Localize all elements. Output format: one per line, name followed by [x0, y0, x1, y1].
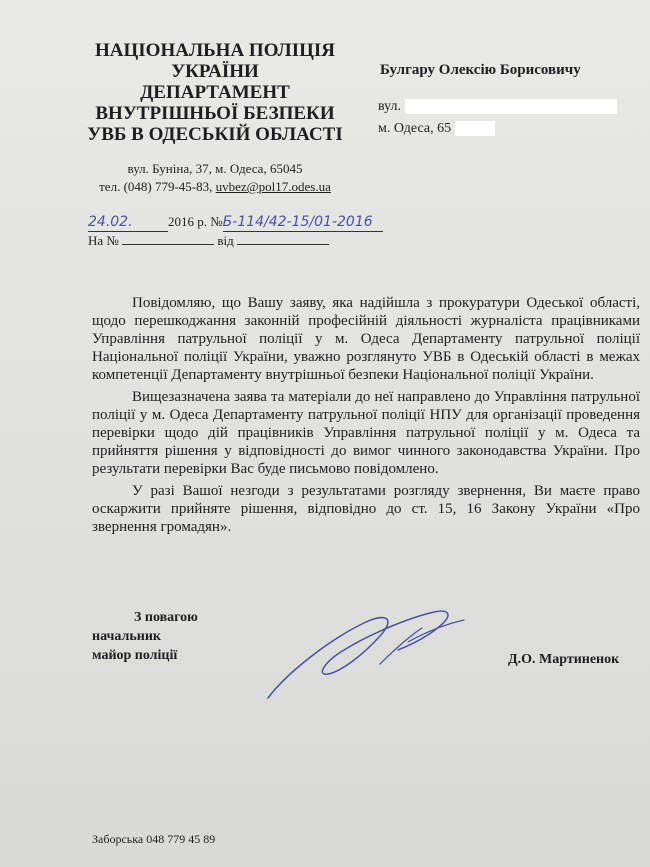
recipient-street-prefix: вул. — [378, 99, 402, 114]
org-line: НАЦІОНАЛЬНА ПОЛІЦІЯ — [95, 40, 335, 61]
handwritten-signature-icon — [258, 602, 474, 704]
executor-footer: Заборська 048 779 45 89 — [92, 832, 216, 846]
body-paragraph: Повідомляю, що Вашу заяву, яка надійшла з прокуратури Одеської області, щодо перешкоджання законній професійній діяльності журналіста працівниками Управління патрульної поліції у м. Одеса Департаменту патрульної поліції Національної поліції України, уважно розглянуто УВБ в Одеській області в межах компетенції Департаменту внутрішньої безпеки Національної поліції України. — [92, 295, 640, 383]
outgoing-reference — [88, 213, 383, 250]
org-phone-email — [80, 178, 350, 196]
letter-body — [92, 294, 640, 540]
reply-to-label: На № — [88, 233, 119, 248]
closing-line: майор поліції — [92, 648, 178, 663]
handwritten-number: Б-114/42-15/01-2016 — [223, 213, 383, 232]
reply-from-label: від — [217, 233, 234, 248]
reply-reference-line — [88, 232, 383, 250]
recipient-city: м. Одеса, 65 — [378, 121, 452, 136]
recipient-name: Булгару Олексію Борисовичу — [380, 62, 581, 78]
outgoing-number-line — [88, 213, 383, 232]
handwritten-date: 24.02. — [88, 213, 168, 232]
org-line: ВНУТРІШНЬОЇ БЕЗПЕКИ — [95, 103, 335, 124]
reply-date-blank — [237, 244, 329, 245]
recipient-city-line — [378, 120, 495, 138]
org-contacts — [80, 160, 350, 196]
org-line: УВБ В ОДЕСЬКІЙ ОБЛАСТІ — [87, 124, 343, 145]
signer-name: Д.О. Мартиненок — [508, 652, 620, 667]
closing-line: З повагою — [134, 610, 198, 625]
organization-header — [70, 40, 360, 145]
org-address: вул. Буніна, 37, м. Одеса, 65045 — [127, 161, 303, 176]
recipient-street-line — [378, 98, 617, 116]
reply-number-blank — [122, 244, 214, 245]
closing-block — [92, 608, 198, 665]
redaction-box — [405, 99, 617, 114]
org-line: ДЕПАРТАМЕНТ — [140, 82, 290, 103]
org-line: УКРАЇНИ — [171, 61, 259, 82]
org-phone: тел. (048) 779-45-83, — [99, 179, 216, 194]
closing-line: начальник — [92, 629, 161, 644]
body-paragraph: Вищезазначена заява та матеріали до неї направлено до Управління патрульної поліції у м. Одеса Департаменту патрульної поліції НПУ для організації проведення перевірки щодо дій працівників Управління патрульної поліції у м. Одеса та прийняття рішення у відповідності до вимог чинного законодавства України. Про результати перевірки Вас буде письмово повідомлено. — [92, 389, 640, 477]
redaction-box — [455, 121, 495, 136]
body-paragraph: У разі Вашої незгоди з результатами розгляду звернення, Ви маєте право оскаржити прийняте рішення, відповідно до ст. 15, 16 Закону України «Про звернення громадян». — [92, 483, 640, 535]
org-email-link[interactable]: uvbez@pol17.odes.ua — [215, 179, 331, 194]
outgoing-year-label: 2016 р. № — [168, 214, 223, 229]
